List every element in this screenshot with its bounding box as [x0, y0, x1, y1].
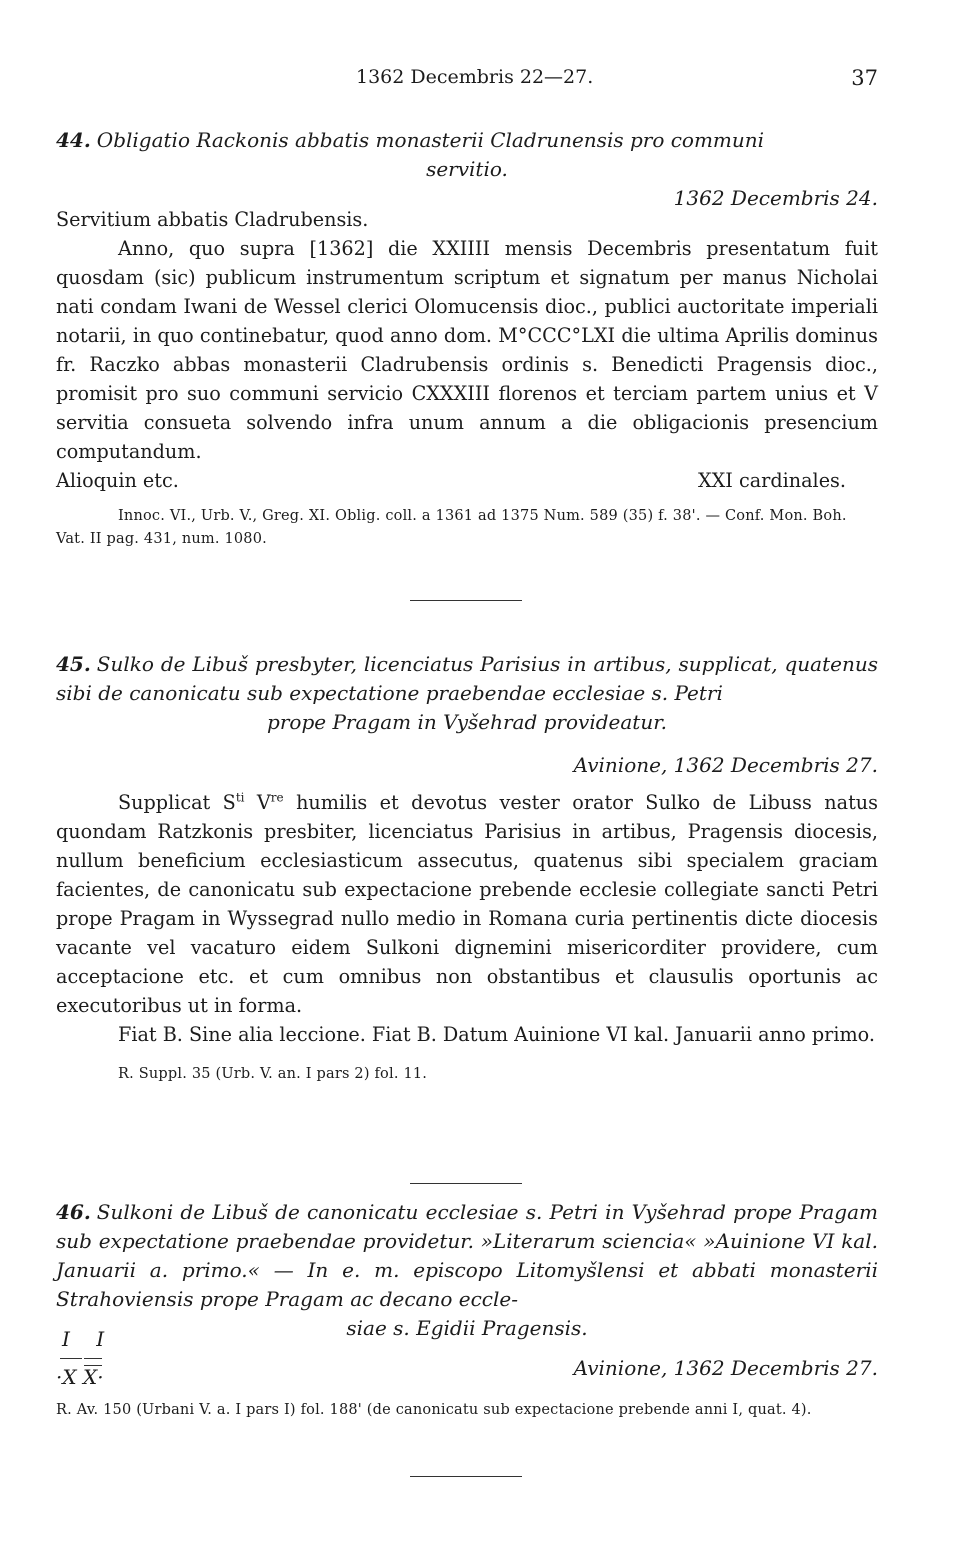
entry-45-heading — [56, 650, 878, 708]
entry-45-heading-text: Sulko de Libuš presbyter, licenciatus Parisius in artibus, supplicat, quatenus sibi de canonicatu sub expectatione praebendae ecclesiae s. Petri — [56, 652, 878, 705]
entry-45-body-2: Fiat B. Sine alia leccione. Fiat B. Datum Auinione VI kal. Januarii anno primo. — [118, 1023, 875, 1046]
tax-mark — [56, 1327, 136, 1397]
entry-45 — [56, 650, 878, 1086]
entry-46-heading-continued: siae s. Egidii Pragensis. — [346, 1316, 588, 1340]
entry-46-source-note: R. Av. 150 (Urbani V. a. I pars I) fol. 188' (de canonicatu sub expectacione prebende anni I, quat. 4). — [56, 1402, 812, 1418]
entry-44-closing-left: Alioquin etc. — [56, 469, 179, 492]
entry-45-body — [56, 788, 878, 1020]
entry-46-heading-text: Sulkoni de Libuš de canonicatu ecclesiae s. Petri in Vyšehrad prope Pragam sub expectatione praebendae providetur. »Literarum sciencia« »Auinione VI kal. Januarii a. primo.« — In e. m. episcopo Litomyšlensi et abbati monasterii Strahoviensis prope Pragam ac decano eccle- — [56, 1200, 878, 1311]
entry-46 — [56, 1198, 878, 1422]
running-head — [56, 66, 878, 96]
tax-mark-top: I I — [62, 1327, 115, 1351]
entry-46-date: Avinione, 1362 Decembris 27. — [573, 1356, 878, 1380]
entry-44-closing — [56, 466, 846, 495]
entry-44 — [56, 126, 878, 551]
entry-46-heading — [56, 1198, 878, 1314]
entry-44-source-note: Innoc. VI., Urb. V., Greg. XI. Oblig. coll. a 1361 ad 1375 Num. 589 (35) f. 38'. — Conf. Mon. Boh. Vat. II pag. 431, num. 1080. — [56, 508, 847, 547]
entry-45-body-start: Supplicat S — [118, 791, 236, 814]
entry-44-heading-continued: servitio. — [426, 157, 508, 181]
entry-44-closing-right: XXI cardinales. — [697, 469, 846, 492]
entry-45-body-mid: V — [244, 791, 271, 814]
entry-44-number: 44. — [56, 128, 91, 152]
entry-45-number: 45. — [56, 652, 91, 676]
section-divider — [410, 1183, 522, 1184]
entry-44-heading — [56, 126, 878, 155]
entry-45-source-note: R. Suppl. 35 (Urb. V. an. I pars 2) fol. 11. — [118, 1066, 428, 1082]
page-number: 37 — [851, 66, 878, 90]
entry-45-date: Avinione, 1362 Decembris 27. — [573, 753, 878, 777]
entry-45-body-text: humilis et devotus vester orator Sulko de Libuss natus quondam Ratzkonis presbiter, licenciatus Parisius in artibus, Pragensis diocesis, nullum beneficium ecclesiasticum assecutus, quatenus sibi specialem graciam facientes, de canonicatu sub expectacione prebende ecclesie collegiate sancti Petri prope Pragam in Wyssegrad nullo medio in Romana curia pertinentis dicte diocesis vacante vel vacaturo eidem Sulkoni dignemini misericorditer providere, cum acceptacione etc. et cum omnibus non obstantibus et clausulis oportunis ac executoribus ut in forma. — [56, 791, 878, 1017]
section-divider — [410, 1476, 522, 1477]
entry-44-heading-text: Obligatio Rackonis abbatis monasterii Cladrunensis pro communi — [96, 128, 765, 152]
entry-46-number: 46. — [56, 1200, 91, 1224]
entry-45-sup-1: ti — [235, 790, 245, 805]
entry-45-sup-2: re — [270, 790, 284, 805]
entry-44-rubric: Servitium abbatis Cladrubensis. — [56, 208, 369, 231]
document-page — [56, 0, 878, 1559]
tax-mark-rule — [60, 1358, 82, 1359]
entry-44-date: 1362 Decembris 24. — [673, 186, 878, 210]
running-head-title: 1362 Decembris 22—27. — [356, 66, 594, 88]
section-divider — [410, 600, 522, 601]
entry-45-heading-continued: prope Pragam in Vyšehrad provideatur. — [267, 710, 667, 734]
entry-44-body: Anno, quo supra [1362] die XXIIII mensis Decembris presentatum fuit quosdam (sic) publicum instrumentum scriptum et signatum per manus Nicholai nati condam Iwani de Wessel clerici Olomucensis dioc., publici auctoritate imperiali notarii, in quo continebatur, quod anno dom. M°CCC°LXI die ultima Aprilis dominus fr. Raczko abbas monasterii Cladrubensis ordinis s. Benedicti Pragensis dioc., promisit pro suo communi servicio CXXXIII florenos et terciam partem unius et V servitia consueta solvendo infra unum annum a die obligacionis presencium computandum. — [56, 237, 878, 463]
tax-mark-bottom: ·X X· — [56, 1365, 104, 1389]
